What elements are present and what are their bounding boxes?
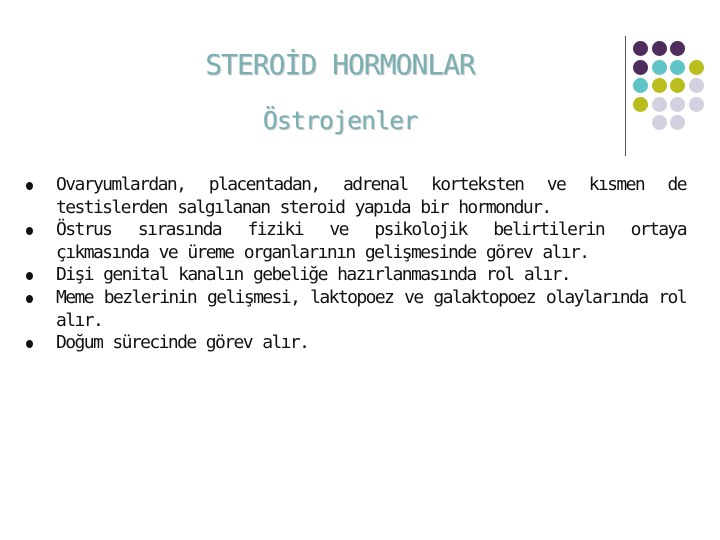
slide-subtitle: Östrojenler bbox=[262, 106, 418, 135]
decorative-dot bbox=[652, 97, 667, 112]
decorative-dot bbox=[633, 60, 648, 75]
bullet-item: Dişi genital kanalın gebeliğe hazırlanmasında rol alır. bbox=[26, 264, 686, 287]
decorative-dot bbox=[670, 78, 685, 93]
decorative-dot bbox=[670, 41, 685, 56]
decorative-dot bbox=[689, 60, 704, 75]
decorative-dot bbox=[670, 97, 685, 112]
slide-title: STEROİD HORMONLAR bbox=[205, 48, 475, 81]
decorative-dot bbox=[652, 60, 667, 75]
decorative-dot bbox=[652, 41, 667, 56]
bullet-item: Doğum sürecinde görev alır. bbox=[26, 332, 686, 355]
decorative-dot bbox=[670, 115, 685, 130]
decorative-dot bbox=[689, 97, 704, 112]
bullet-item: Östrus sırasında fiziki ve psikolojik belirtilerin ortaya çıkmasında ve üreme organlarının gelişmesinde görev alır. bbox=[26, 219, 686, 264]
decorative-dot bbox=[633, 78, 648, 93]
decorative-dot bbox=[670, 60, 685, 75]
decorative-dot bbox=[689, 78, 704, 93]
decorative-dot bbox=[652, 78, 667, 93]
bullet-list bbox=[26, 174, 686, 355]
decorative-divider bbox=[625, 36, 626, 156]
decorative-dot bbox=[633, 41, 648, 56]
bullet-item: Meme bezlerinin gelişmesi, laktopoez ve galaktopoez olaylarında rol alır. bbox=[26, 287, 686, 332]
decorative-dot bbox=[633, 97, 648, 112]
bullet-item: Ovaryumlardan, placentadan, adrenal korteksten ve kısmen de testislerden salgılanan steroid yapıda bir hormondur. bbox=[26, 174, 686, 219]
decorative-dot bbox=[652, 115, 667, 130]
